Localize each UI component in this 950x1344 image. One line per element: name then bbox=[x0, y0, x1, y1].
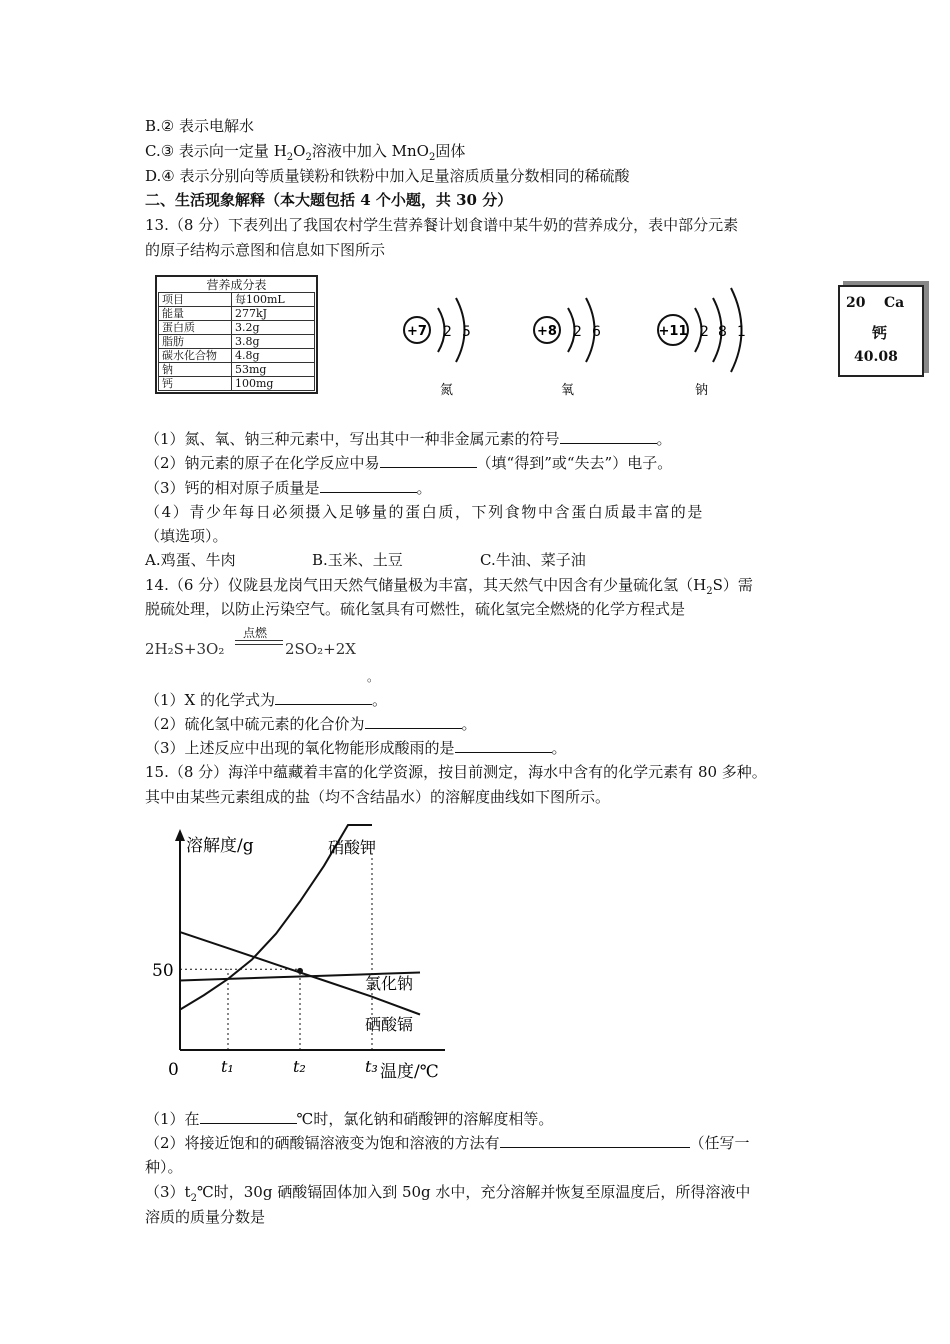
shell-label: 2 bbox=[573, 324, 582, 340]
q13-part4: （4）青少年每日必须摄入足够量的蛋白质，下列食物中含蛋白质最丰富的是 bbox=[145, 503, 704, 521]
nutrition-value: 277kJ bbox=[232, 307, 315, 321]
q15-stem-line1: 15.（8 分）海洋中蕴藏着丰富的化学资源，按目前测定，海水中含有的化学元素有 80 多种。 bbox=[145, 763, 767, 781]
nutrition-item: 钙 bbox=[159, 377, 232, 391]
shell-label: 1 bbox=[737, 324, 746, 340]
q13-part4-cont: （填选项）。 bbox=[145, 527, 228, 545]
y-axis-arrow bbox=[175, 829, 185, 841]
q15-part3: $(3)t_2℃$时，30g 硒酸镉固体加入到 50g 水中，充分溶解并恢复至原温度后，所得溶液中 bbox=[145, 1183, 751, 1204]
calcium-card bbox=[838, 285, 924, 377]
option-b-food: B.玉米、土豆 bbox=[312, 551, 403, 569]
answer-blank[interactable] bbox=[455, 737, 552, 753]
shell-label: 2 bbox=[700, 324, 709, 340]
q15-part1: （1）在 ℃时，氯化钠和硝酸钾的溶解度相等。 bbox=[145, 1110, 554, 1128]
x-tick-label: t₂ bbox=[293, 1057, 306, 1076]
q14-stem-line1: 14.（6 分）仪陇县龙岗气田天然气储量极为丰富，其天然气中因含有少量硫化氢$(H_2S)$需 bbox=[145, 576, 753, 597]
nutrition-value: 3.8g bbox=[232, 335, 315, 349]
q14-part1: （1）X 的化学式为 。 bbox=[145, 691, 388, 709]
nucleus-label: +7 bbox=[407, 324, 427, 339]
answer-blank[interactable] bbox=[560, 428, 657, 444]
equation-right: 2SO₂+2X bbox=[285, 640, 356, 658]
x-tick-label: t₃ bbox=[365, 1057, 378, 1076]
nutrition-item: 碳水化合物 bbox=[159, 349, 232, 363]
nutrition-row bbox=[159, 321, 315, 335]
chemical-equation bbox=[145, 628, 425, 688]
nutrition-row bbox=[159, 377, 315, 391]
series-label: 氯化钠 bbox=[365, 974, 414, 993]
atom-name: 氧 bbox=[561, 383, 575, 398]
atom-name: 钠 bbox=[695, 383, 709, 398]
equation-end: 。 bbox=[367, 670, 380, 684]
atom-nitrogen bbox=[404, 298, 471, 398]
x-tick-label: t₁ bbox=[221, 1057, 234, 1076]
nutrition-item: 蛋白质 bbox=[159, 321, 232, 335]
section-heading: 二、生活现象解释（本大题包括 4 个小题，共 30 分） bbox=[145, 191, 513, 209]
series-label: 硒酸镉 bbox=[365, 1015, 414, 1034]
nutrition-row bbox=[159, 349, 315, 363]
equation-condition: 点燃 bbox=[243, 626, 268, 640]
origin-label: 0 bbox=[168, 1060, 179, 1080]
nucleus-label: +11 bbox=[658, 324, 688, 339]
y-tick-label: 50 bbox=[152, 961, 174, 982]
nutrition-row bbox=[159, 335, 315, 349]
q15-part3-cont: 溶质的质量分数是 bbox=[145, 1208, 266, 1226]
y-axis-label: 溶解度/g bbox=[186, 836, 254, 856]
element-name: 钙 bbox=[872, 324, 888, 342]
atom-oxygen bbox=[534, 298, 601, 398]
answer-blank[interactable] bbox=[200, 1108, 297, 1124]
answer-blank[interactable] bbox=[320, 477, 417, 493]
option-a-food: A.鸡蛋、牛肉 bbox=[145, 551, 236, 569]
q13-part1: （1）氮、氧、钠三种元素中，写出其中一种非金属元素的符号 。 bbox=[145, 430, 672, 448]
nutrition-value: 53mg bbox=[232, 363, 315, 377]
nutrition-item: 项目 bbox=[159, 293, 232, 307]
option-d: D.④ 表示分别向等质量镁粉和铁粉中加入足量溶质质量分数相同的稀硫酸 bbox=[145, 167, 630, 185]
nutrition-value: 3.2g bbox=[232, 321, 315, 335]
shell-label: 5 bbox=[462, 324, 471, 340]
q13-stem-line1: 13.（8 分）下表列出了我国农村学生营养餐计划食谱中某牛奶的营养成分，表中部分元素 bbox=[145, 216, 739, 234]
q13-part2: （2）钠元素的原子在化学反应中易 （填“得到”或“失去”）电子。 bbox=[145, 454, 673, 472]
q13-part3: （3）钙的相对原子质量是 。 bbox=[145, 479, 432, 497]
atom-sodium bbox=[658, 288, 746, 398]
equation-left: 2H₂S+3O₂ bbox=[145, 640, 225, 658]
nucleus-label: +8 bbox=[537, 324, 557, 339]
option-c: C.③ 表示向一定量 $H_2O_2$溶液中加入 MnO$_2$固体 bbox=[145, 142, 466, 163]
nutrition-row bbox=[159, 363, 315, 377]
solubility-chart bbox=[145, 823, 465, 1093]
atomic-mass: 40.08 bbox=[854, 349, 898, 365]
equation-arrow-bottom bbox=[235, 644, 283, 645]
nutrition-table-body bbox=[158, 292, 315, 391]
nutrition-row bbox=[159, 293, 315, 307]
shell-label: 6 bbox=[592, 324, 601, 340]
series-label: 硝酸钾 bbox=[328, 838, 377, 857]
equation-arrow-top bbox=[235, 640, 283, 641]
q14-part3: （3）上述反应中出现的氧化物能形成酸雨的是 。 bbox=[145, 739, 567, 757]
answer-blank[interactable] bbox=[500, 1132, 690, 1148]
option-c-food: C.牛油、菜子油 bbox=[480, 551, 586, 569]
atom-name: 氮 bbox=[440, 383, 454, 398]
atom-diagrams bbox=[395, 280, 775, 400]
element-symbol: Ca bbox=[884, 295, 905, 311]
nutrition-item: 脂肪 bbox=[159, 335, 232, 349]
x-axis-label: 温度/℃ bbox=[380, 1062, 439, 1082]
option-b: B.② 表示电解水 bbox=[145, 117, 255, 135]
shell-label: 2 bbox=[443, 324, 452, 340]
q15-part2: （2）将接近饱和的硒酸镉溶液变为饱和溶液的方法有 （任写一 bbox=[145, 1134, 750, 1152]
intersection-point bbox=[297, 968, 303, 974]
q14-part2: （2）硫化氢中硫元素的化合价为 。 bbox=[145, 715, 477, 733]
q15-stem-line2: 其中由某些元素组成的盐（均不含结晶水）的溶解度曲线如下图所示。 bbox=[145, 788, 611, 806]
answer-blank[interactable] bbox=[275, 689, 372, 705]
nutrition-value: 每100mL bbox=[232, 293, 315, 307]
answer-blank[interactable] bbox=[380, 452, 477, 468]
q15-part2-cont: 种）。 bbox=[145, 1158, 183, 1176]
nutrition-table-title: 营养成分表 bbox=[206, 278, 267, 292]
nutrition-row bbox=[159, 307, 315, 321]
shell-label: 8 bbox=[718, 324, 727, 340]
q13-stem-line2: 的原子结构示意图和信息如下图所示 bbox=[145, 241, 386, 259]
nutrition-item: 能量 bbox=[159, 307, 232, 321]
nutrition-value: 4.8g bbox=[232, 349, 315, 363]
q14-stem-line2: 脱硫处理，以防止污染空气。硫化氢具有可燃性，硫化氢完全燃烧的化学方程式是 bbox=[145, 600, 686, 618]
answer-blank[interactable] bbox=[365, 713, 462, 729]
nutrition-value: 100mg bbox=[232, 377, 315, 391]
atomic-number: 20 bbox=[846, 295, 866, 311]
nutrition-item: 钠 bbox=[159, 363, 232, 377]
nutrition-table bbox=[155, 275, 318, 394]
